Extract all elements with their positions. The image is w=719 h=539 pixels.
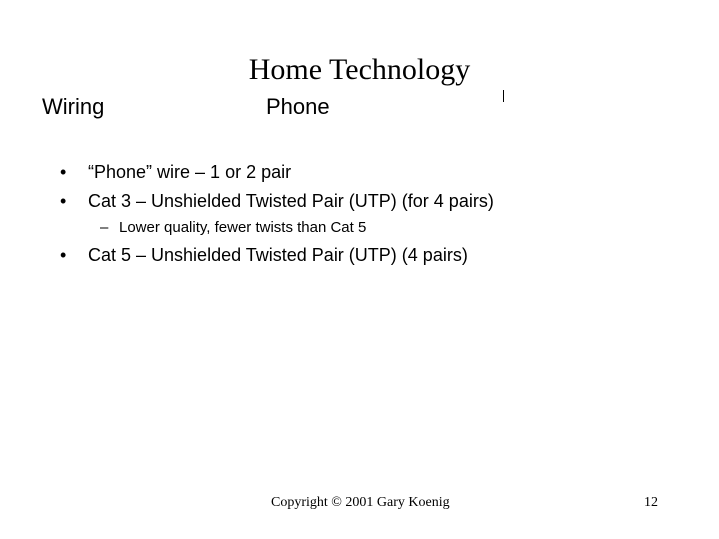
page-number: 12 <box>644 495 658 510</box>
bullet-marker: • <box>60 162 67 182</box>
bullet-text: Cat 5 – Unshielded Twisted Pair (UTP) (4 pairs) <box>88 245 468 265</box>
bullet-marker: • <box>60 245 67 265</box>
footer-copyright: Copyright © 2001 Gary Koenig <box>271 495 450 510</box>
bullet-marker: • <box>60 191 67 211</box>
topic-label: Phone <box>266 94 330 119</box>
bullet-text: Cat 3 – Unshielded Twisted Pair (UTP) (for 4 pairs) <box>88 191 494 211</box>
slide-title: Home Technology <box>248 53 471 86</box>
sub-bullet-marker: – <box>100 219 109 236</box>
section-label: Wiring <box>42 94 105 119</box>
bullet-text: “Phone” wire – 1 or 2 pair <box>88 162 292 182</box>
sub-bullet-text: Lower quality, fewer twists than Cat 5 <box>119 219 367 236</box>
